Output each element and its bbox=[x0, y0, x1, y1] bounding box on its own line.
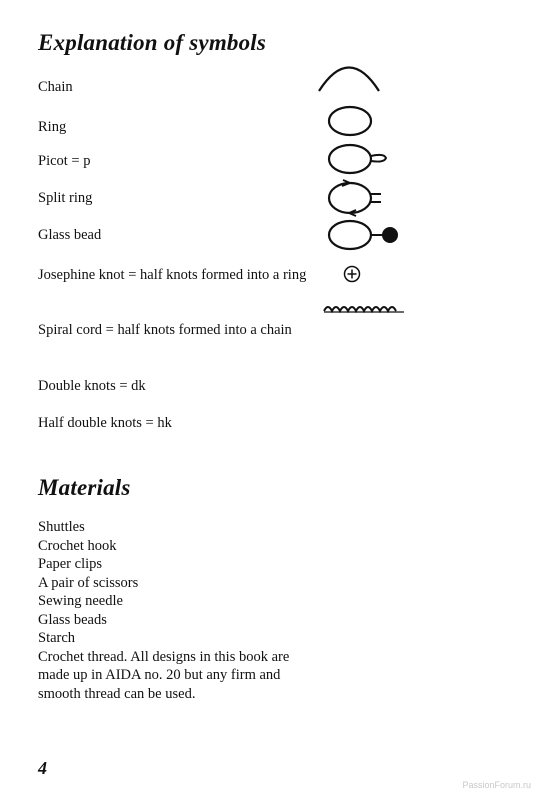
josephine-knot-icon bbox=[342, 264, 362, 284]
symbol-label-half-double-knots: Half double knots = hk bbox=[38, 415, 172, 431]
list-item: Shuttles bbox=[38, 519, 85, 535]
list-item: Sewing needle bbox=[38, 593, 123, 609]
list-item: Starch bbox=[38, 630, 76, 646]
chain-arc-icon bbox=[316, 62, 382, 94]
spiral-cord-icon bbox=[322, 298, 406, 318]
split-ring-icon bbox=[326, 178, 386, 218]
symbol-label-glass-bead: Glass bead bbox=[38, 227, 102, 243]
materials-list bbox=[38, 518, 318, 703]
list-item: Crochet hook bbox=[38, 537, 117, 554]
symbol-label-picot: Picot = p bbox=[38, 153, 91, 169]
watermark: PassionForum.ru bbox=[462, 780, 531, 790]
page-number: 4 bbox=[38, 758, 47, 778]
list-item: Paper clips bbox=[38, 556, 103, 572]
ring-icon bbox=[326, 104, 376, 138]
symbol-label-double-knots: Double knots = dk bbox=[38, 378, 146, 394]
symbol-label-chain: Chain bbox=[38, 79, 73, 95]
picot-ring-icon bbox=[326, 142, 388, 176]
symbol-label-ring: Ring bbox=[38, 119, 67, 135]
list-item: Glass beads bbox=[38, 611, 107, 628]
materials-heading: Materials bbox=[38, 475, 131, 500]
list-item: Crochet thread. All designs in this book are made up in AIDA no. 20 but any firm and smooth thread can be used. bbox=[38, 648, 290, 702]
symbol-label-spiral-cord: Spiral cord = half knots formed into a chain bbox=[38, 322, 292, 338]
glass-bead-ring-icon bbox=[326, 218, 402, 252]
list-item: A pair of scissors bbox=[38, 574, 139, 591]
symbols-heading: Explanation of symbols bbox=[38, 30, 267, 55]
symbol-label-josephine-knot: Josephine knot = half knots formed into a ring bbox=[38, 267, 307, 283]
symbol-label-split-ring: Split ring bbox=[38, 190, 93, 206]
